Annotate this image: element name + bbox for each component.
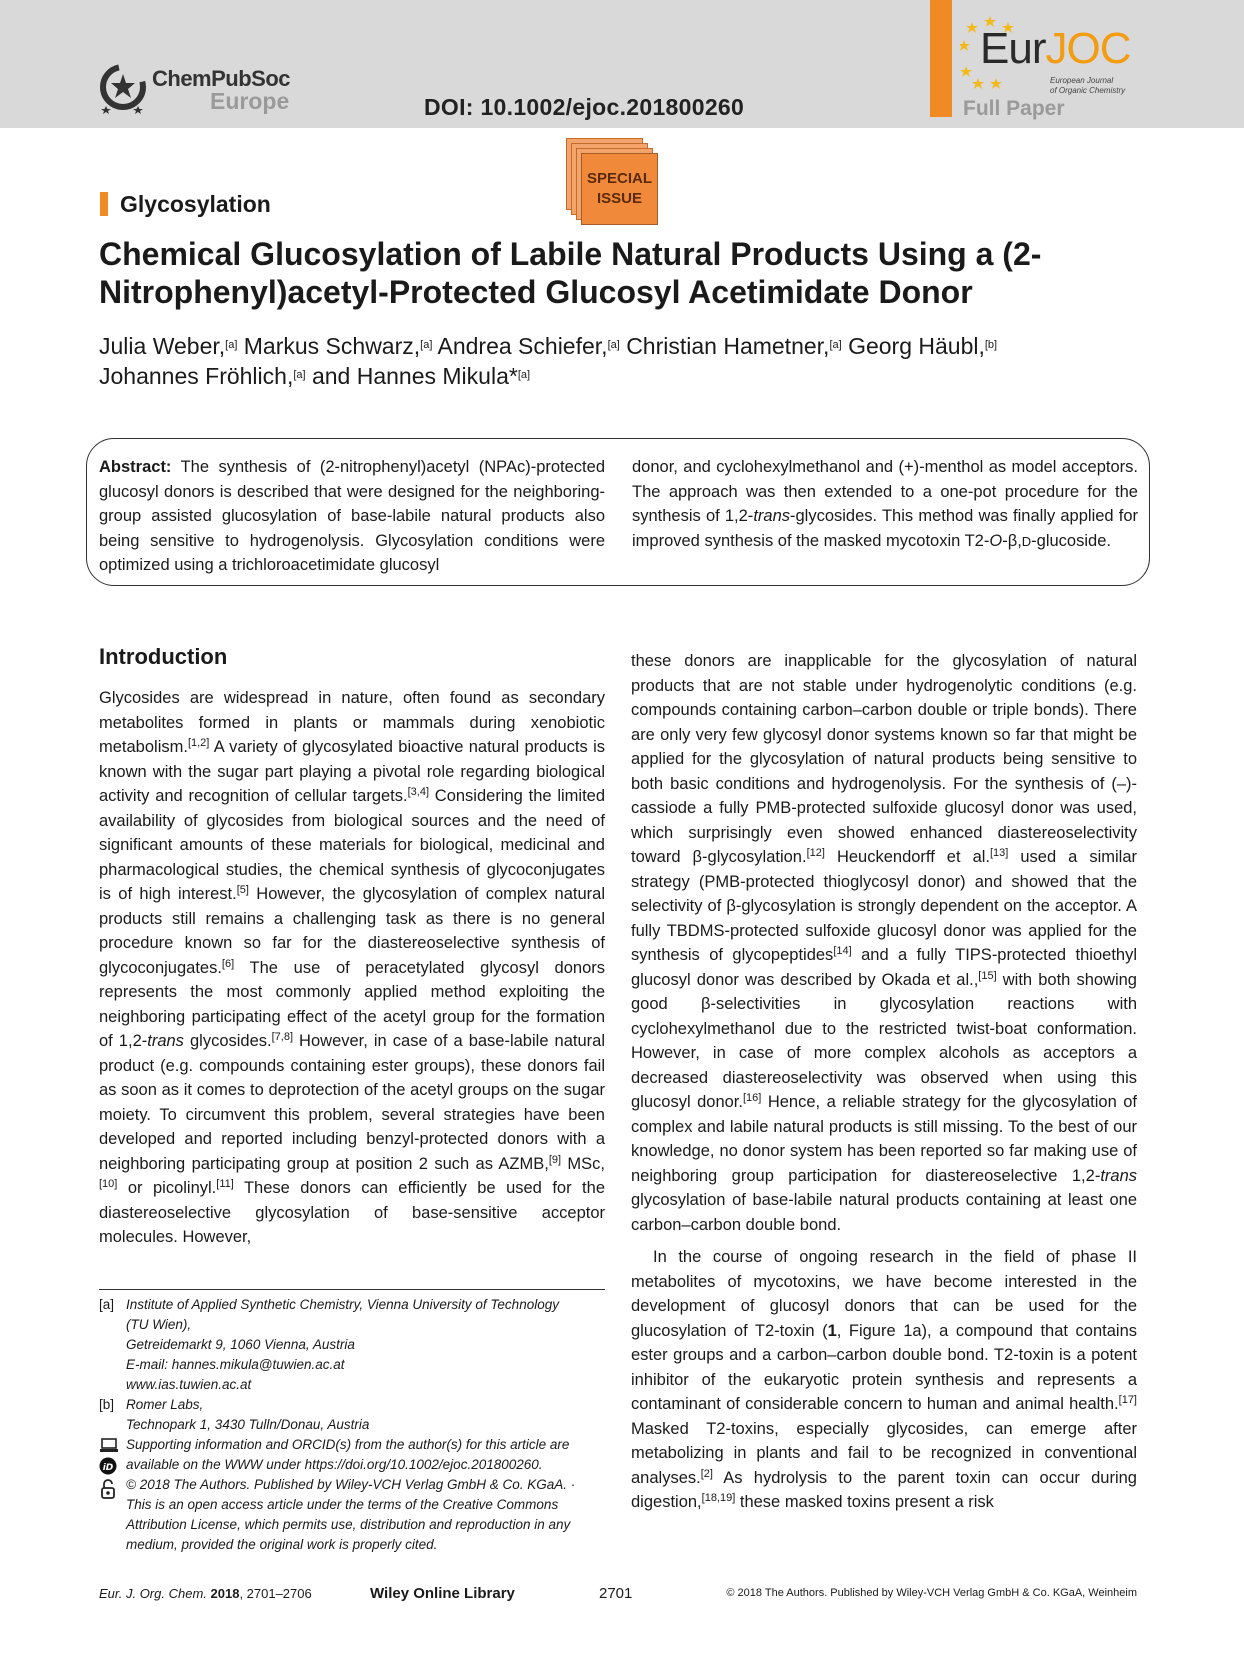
publisher-region: Europe [210, 88, 290, 114]
author-list [99, 331, 1179, 391]
body-text: Glycosides are widespread in nature, often found as secondary metabolites formed in plants or mammals during xenobiotic metabolism. [99, 689, 605, 756]
body-text: Masked T2-toxins, especially glycosides, can emerge after metabolizing in plants and fail to be recognized in conventional analyses. [631, 1419, 1137, 1487]
body-text: As hydrolysis to the parent toxin can occur during digestion, [631, 1468, 1137, 1511]
section-tag [100, 191, 271, 218]
intro-paragraph [631, 1245, 1137, 1515]
citation[interactable]: [14] [833, 945, 852, 957]
logo-sub-line1: European Journal [1050, 76, 1114, 85]
body-text: However, in case of a base-labile natural product (e.g. compounds containing ester groups), these donors fail as soon as it comes to deprotection of the acetyl groups on the sugar moiety. To circumvent this problem, several strategies have been developed and reported including benzyl-protected donors with a neighboring participating group at position 2 such as AZMB, [99, 1032, 605, 1173]
citation[interactable]: [11] [216, 1178, 234, 1190]
footnotes [99, 1295, 607, 1555]
license-note [99, 1475, 607, 1555]
citation[interactable]: [1,2] [187, 737, 210, 749]
abstract-smallcaps: D [1021, 533, 1032, 549]
footnote-line: Technopark 1, 3430 Tulln/Donau, Austria [126, 1417, 370, 1432]
author[interactable] [244, 333, 433, 359]
special-issue-badge [566, 138, 676, 228]
body-text: with both showing good β-selectivities in glycosylation reactions with cyclohexylmethanol due to the restricted twist-boat conformation. However, in case of more complex alcohols as acceptors a decreased diastereoselectivity was observed when using this glucosyl donor. [631, 970, 1137, 1111]
logo-joc: JOC [1045, 24, 1131, 73]
citation[interactable]: [5] [236, 884, 249, 896]
citation[interactable]: [3,4] [407, 786, 430, 798]
footnote-line: Institute of Applied Synthetic Chemistry, Vienna University of Technology [126, 1297, 559, 1312]
footnote-tag: [b] [99, 1397, 115, 1412]
chempubsoc-logo [98, 58, 308, 118]
body-text: and a fully TIPS-protected thioethyl glucosyl donor was described by Okada et al., [631, 946, 1137, 989]
supporting-info-note [99, 1435, 607, 1475]
special-issue-label: SPECIAL ISSUE [581, 153, 658, 225]
intro-left-column [99, 686, 605, 1250]
journal-logo-text [980, 24, 1130, 74]
author-affiliation: [a] [293, 369, 306, 381]
body-text: glycosides. [183, 1032, 272, 1050]
accent-bar [930, 0, 952, 117]
body-text: However, the glycosylation of complex natural products still remains a challenging task as there is no general procedure known so far for the diastereoselective synthesis of glycoconjugates. [99, 885, 605, 977]
star-circle-icon [98, 62, 148, 114]
section-marker [100, 192, 108, 216]
abstract-text: donor, and cyclohexylmethanol and (+)-menthol as model acceptors. The approach was then extended to a one-pot procedure for the synthesis of 1,2- [632, 458, 1138, 525]
body-text: used a similar strategy (PMB-protected thioglycosyl donor) and showed that the selectivity of β-glycosylation is strongly dependent on the acceptor. A fully TBDMS-protected sulfoxide glucosyl donor was applied for the synthesis of glycopeptides [631, 848, 1138, 964]
footnote-line: medium, provided the original work is properly cited. [126, 1537, 438, 1552]
author[interactable] [626, 333, 841, 359]
abstract-italic: trans [753, 507, 790, 525]
affiliation-a [99, 1295, 607, 1395]
footnote-divider [99, 1289, 605, 1290]
abstract-box [86, 438, 1150, 586]
citation[interactable]: [16] [742, 1092, 762, 1104]
author-name: Andrea Schiefer, [437, 333, 608, 359]
citation[interactable]: [9] [548, 1153, 562, 1166]
body-text: In the course of ongoing research in the field of phase II metabolites of mycotoxins, we have become interested in the development of glucosyl donors that can be used for the glucosylation of T2-toxin ( [631, 1248, 1137, 1340]
citation[interactable]: [10] [99, 1178, 118, 1190]
footnote-line: (TU Wien), [126, 1317, 192, 1332]
footnote-line: Attribution License, which permits use, distribution and reproduction in any [126, 1517, 571, 1532]
page-number: 2701 [599, 1585, 633, 1602]
section-label: Glycosylation [120, 191, 271, 217]
doi[interactable]: DOI: 10.1002/ejoc.201800260 [424, 94, 745, 120]
footnote-line: Supporting information and ORCID(s) from the author(s) for this article are [126, 1437, 570, 1452]
body-text: or picolinyl. [117, 1179, 217, 1197]
abstract-text: -β, [1002, 531, 1022, 550]
body-text: MSc, [561, 1154, 605, 1173]
article-title: Chemical Glucosylation of Labile Natural Products Using a (2-Nitrophenyl)acetyl-Protected Glucosyl Acetimidate Donor [99, 236, 1042, 310]
author-affiliation: [a] [420, 339, 433, 351]
intro-paragraph [99, 686, 605, 1250]
footnote-line: Getreidemarkt 9, 1060 Vienna, Austria [126, 1337, 355, 1352]
journal-citation [99, 1586, 312, 1601]
footnote-line: This is an open access article under the terms of the Creative Commons [126, 1497, 559, 1512]
intro-paragraph [631, 649, 1137, 1237]
author-name: Johannes Fröhlich, [99, 363, 294, 389]
intro-right-column [631, 649, 1137, 1515]
affiliation-b [99, 1395, 607, 1435]
journal-name: Eur. J. Org. Chem. [99, 1586, 207, 1601]
author[interactable] [312, 363, 530, 389]
compound-number: 1 [827, 1321, 837, 1340]
introduction-heading: Introduction [99, 644, 228, 669]
institute-website-link[interactable]: www.ias.tuwien.ac.at [126, 1377, 252, 1392]
author-name: and Hannes Mikula* [311, 363, 518, 389]
supporting-info-link[interactable]: available on the WWW under https://doi.org/10.1002/ejoc.201800260. [126, 1457, 543, 1472]
logo-eur: Eur [980, 24, 1046, 73]
journal-pages: , 2701–2706 [239, 1586, 312, 1601]
article-type: Full Paper [963, 97, 1065, 120]
svg-text:iD: iD [102, 1463, 114, 1473]
abstract-left-column [99, 455, 605, 578]
citation[interactable]: [18,19] [701, 1492, 736, 1504]
abstract-italic: O [989, 531, 1003, 550]
citation[interactable]: [13] [990, 847, 1009, 859]
abstract-right-column [632, 455, 1138, 554]
footnote-line: © 2018 The Authors. Published by Wiley-VCH Verlag GmbH & Co. KGaA. · [126, 1477, 576, 1492]
citation[interactable]: [15] [978, 969, 997, 982]
abstract-text: The synthesis of (2-nitrophenyl)acetyl (NPAc)-protected glucosyl donors is described that were designed for the neighboring-group assisted glucosylation of base-labile natural products also being sensitive to hydrogenolysis. Glycosylation conditions were optimized using a trichloroacetimidate glucosyl [99, 458, 605, 574]
body-text: glycosylation of base-labile natural products containing at least one carbon–carbon double bond. [631, 1191, 1137, 1234]
citation[interactable]: [17] [1118, 1394, 1137, 1406]
publisher-name: ChemPubSoc [152, 66, 291, 91]
body-text: Considering the limited availability of glycosides from biological sources and the need of significant amounts of these materials for biological, medicinal and pharmacological studies, the chemical synthesis of glycoconjugates is of high interest. [99, 787, 606, 903]
journal-logo-subtitle [1050, 76, 1125, 96]
author[interactable] [438, 333, 620, 359]
body-text: Hence, a reliable strategy for the glycosylation of complex and labile natural products is still missing. To the best of our knowledge, no donor system has been reported so far making use of neighboring group participation for diastereoselective 1,2- [631, 1093, 1137, 1185]
author-affiliation: [a] [225, 339, 238, 351]
abstract-label: Abstract: [99, 458, 172, 476]
author-email-link[interactable]: E-mail: hannes.mikula@tuwien.ac.at [126, 1357, 345, 1372]
body-text: These donors can efficiently be used for the diastereoselective glycosylation of base-sensitive acceptor molecules. However, [99, 1179, 605, 1246]
logo-sub-line2: of Organic Chemistry [1050, 86, 1126, 95]
citation[interactable]: [6] [221, 957, 235, 970]
author-name: Christian Hametner, [626, 333, 830, 359]
abstract-text: -glucoside. [1031, 531, 1111, 550]
citation[interactable]: [7,8] [271, 1031, 294, 1043]
body-text: , Figure 1a), a compound that contains ester groups and a carbon–carbon double bond. T2-toxin is a potent inhibitor of the eukaryotic protein synthesis and represents a contaminant of considerable concern to human and animal health. [631, 1321, 1137, 1413]
author[interactable] [99, 333, 237, 359]
author[interactable] [848, 333, 997, 359]
footnote-tag: [a] [99, 1297, 115, 1312]
author-name: Georg Häubl, [848, 333, 985, 359]
footer-copyright: © 2018 The Authors. Published by Wiley-VCH Verlag GmbH & Co. KGaA, Weinheim [726, 1587, 1137, 1599]
author-name: Julia Weber, [99, 333, 226, 359]
page-header [0, 0, 1244, 128]
footnote-line: Romer Labs, [126, 1397, 204, 1412]
body-text: A variety of glycosylated bioactive natural products is known with the sugar part playing a pivotal role regarding biological activity and recognition of cellular targets. [99, 738, 605, 805]
wiley-online-library-link[interactable]: Wiley Online Library [370, 1585, 515, 1602]
citation[interactable]: [12] [806, 847, 825, 859]
open-access-lock-icon [99, 1479, 117, 1505]
body-text: these donors are inapplicable for the glycosylation of natural products that are not stable under hydrogenolytic conditions (e.g. compounds containing carbon–carbon double or triple bonds). There are only very few glycosyl donor systems known so far that might be applied for the glycosylation of natural products being sensitive to both basic conditions and hydrogenolysis. For the synthesis of (–)-cassiode a fully PMB-protected sulfoxide glucosyl donor was used, which surprisingly even showed enhanced diastereoselectivity toward β-glycosylation. [631, 652, 1137, 866]
author-affiliation: [a] [829, 339, 842, 351]
body-italic: trans [147, 1032, 184, 1050]
journal-year: 2018 [210, 1586, 240, 1601]
author-affiliation: [a] [607, 339, 620, 351]
body-italic: trans [1100, 1166, 1137, 1185]
body-text: The use of peracetylated glycosyl donors represents the most commonly applied method exploiting the neighboring participating effect of the acetyl group for the formation of 1,2- [99, 958, 605, 1050]
body-text: Heuckendorff et al. [824, 848, 990, 866]
author[interactable] [99, 363, 306, 389]
author-name: Markus Schwarz, [243, 333, 421, 359]
eurjoc-logo [960, 14, 1160, 94]
author-affiliation: [a] [517, 369, 531, 381]
author-affiliation: [b] [984, 339, 998, 351]
citation[interactable]: [2] [700, 1467, 713, 1480]
abstract-text: -glycosides. This method was finally applied for improved synthesis of the masked mycotoxin T2- [632, 507, 1139, 550]
body-text: these masked toxins present a risk [735, 1493, 994, 1511]
